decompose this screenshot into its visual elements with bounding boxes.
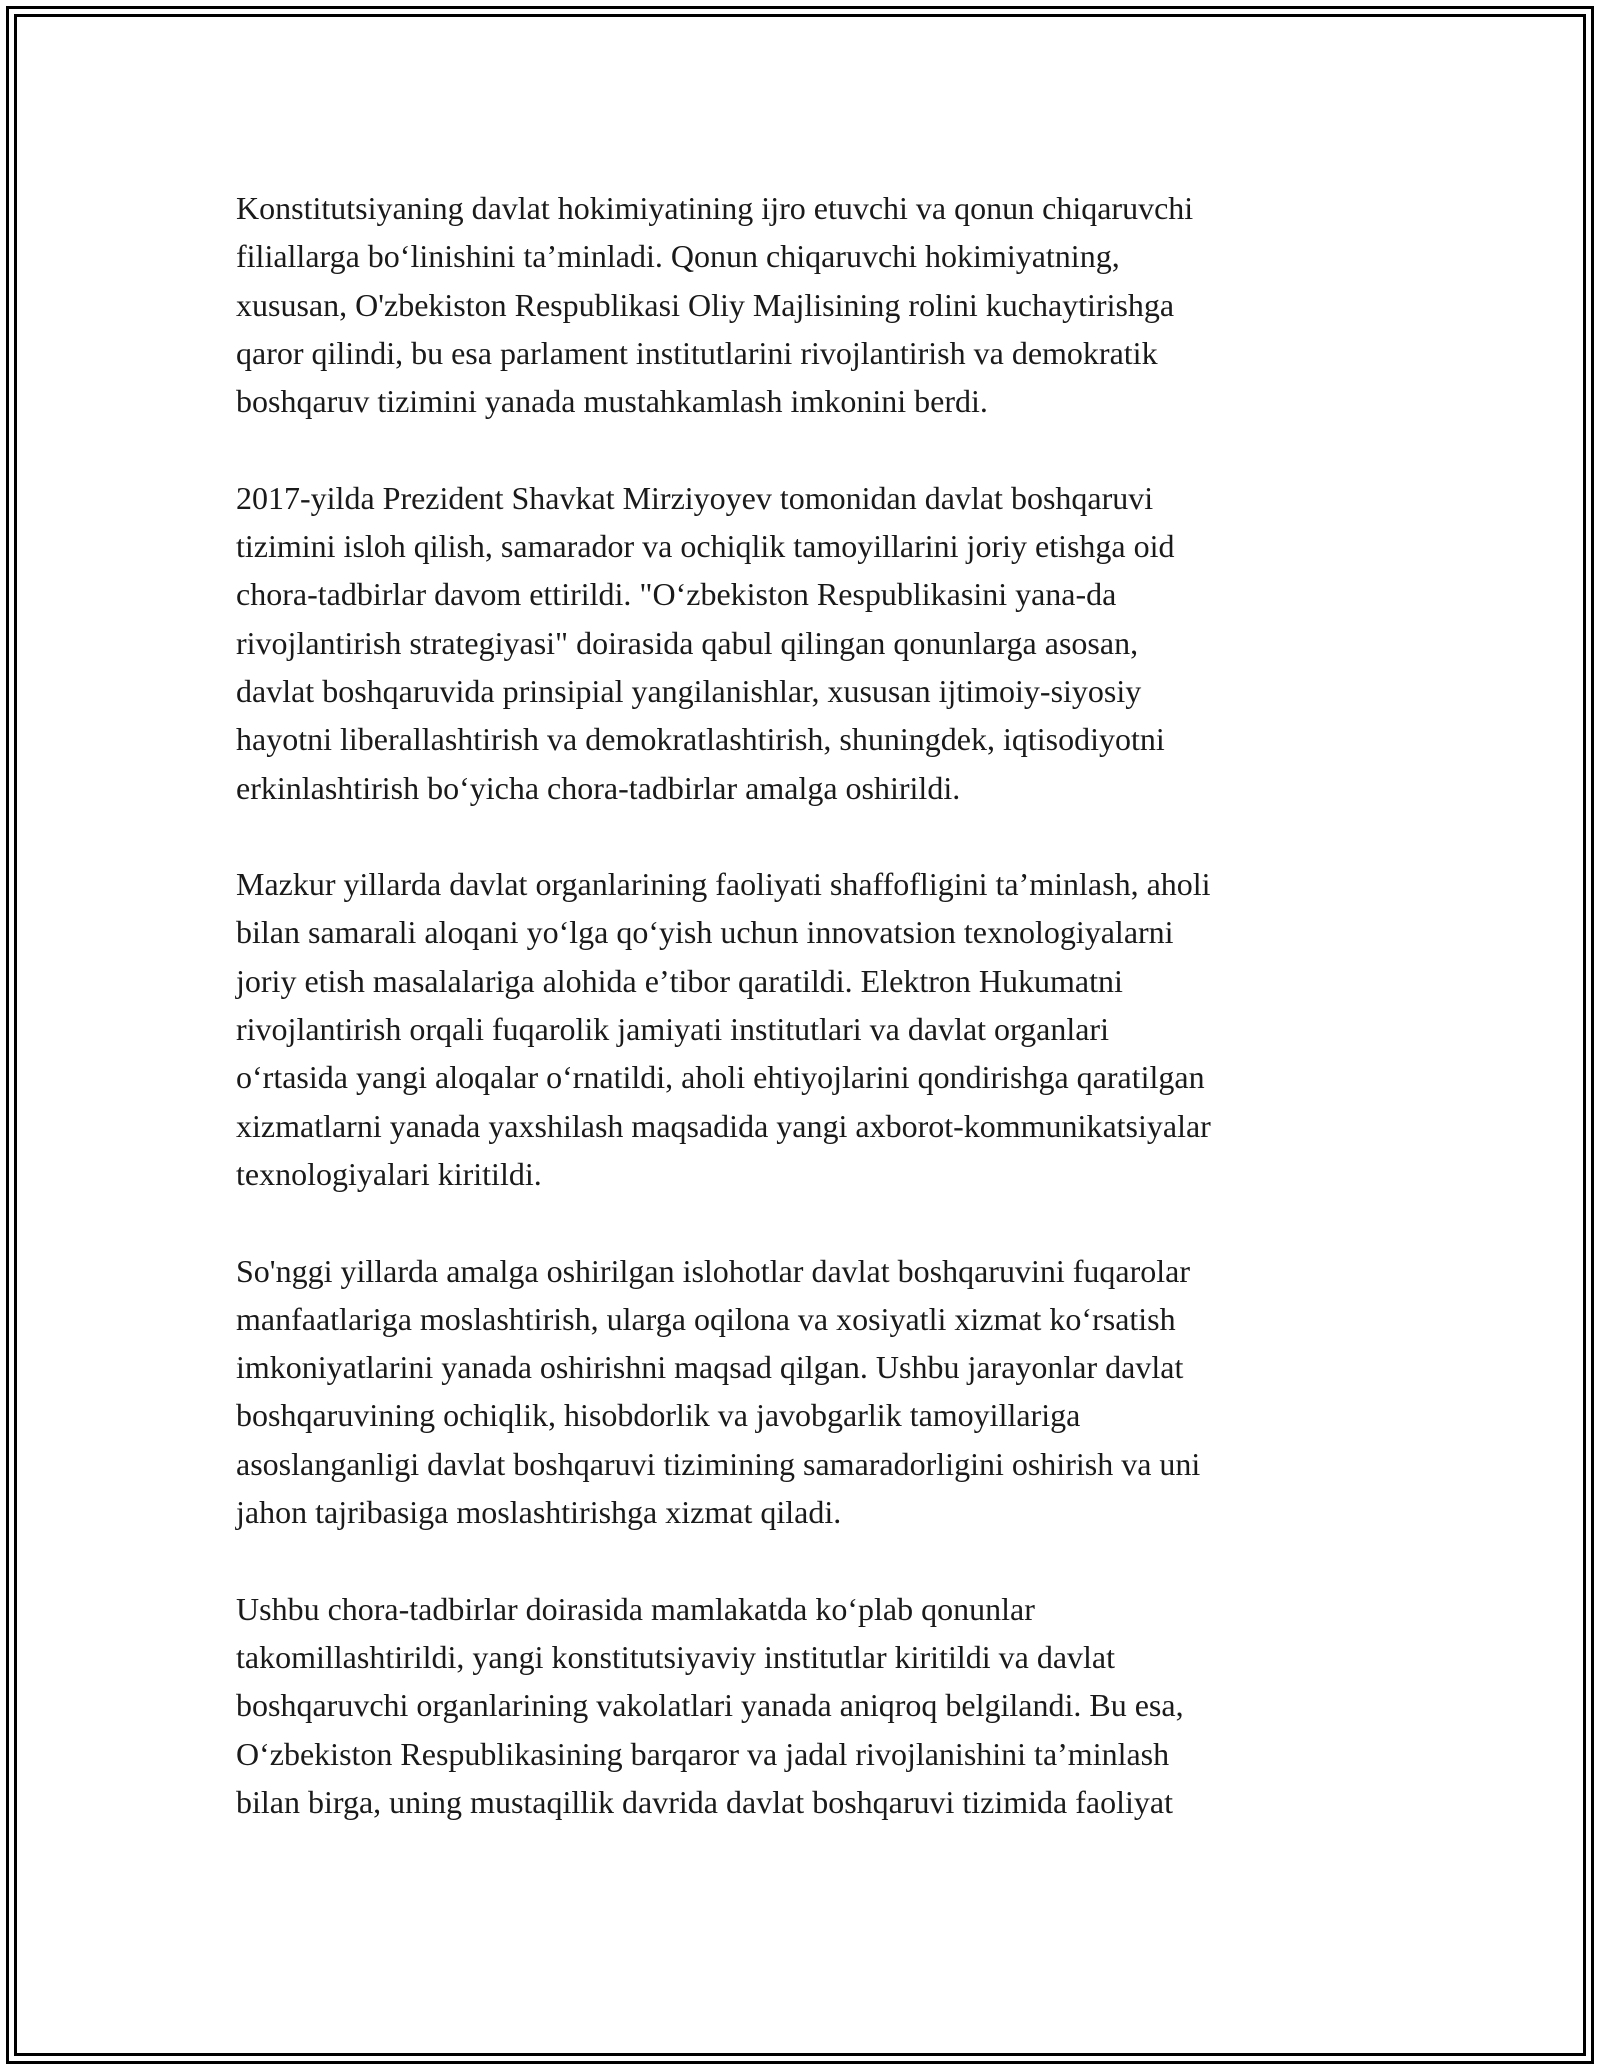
text-line: manfaatlariga moslashtirish, ularga oqilona va xosiyatli xizmat koʻrsatish	[236, 1300, 1176, 1337]
paragraph-2	[236, 474, 1366, 812]
text-line: davlat boshqaruvida prinsipial yangilanishlar, xususan ijtimoiy-siyosiy	[236, 672, 1142, 709]
paragraph-4	[236, 1247, 1366, 1537]
text-line: Oʻzbekiston Respublikasining barqaror va jadal rivojlanishini taʼminlash	[236, 1735, 1170, 1772]
text-line: imkoniyatlarini yanada oshirishni maqsad qilgan. Ushbu jarayonlar davlat	[236, 1349, 1184, 1386]
paragraph-5	[236, 1585, 1366, 1826]
paragraph-3	[236, 860, 1366, 1198]
text-line: boshqaruv tizimini yanada mustahkamlash imkonini berdi.	[236, 383, 988, 420]
text-line: filiallarga boʻlinishini taʼminladi. Qonun chiqaruvchi hokimiyatning,	[236, 238, 1120, 275]
text-line: boshqaruvchi organlarining vakolatlari yanada aniqroq belgilandi. Bu esa,	[236, 1687, 1184, 1724]
text-line: bilan birga, uning mustaqillik davrida davlat boshqaruvi tizimida faoliyat	[236, 1783, 1173, 1820]
text-line: xizmatlarni yanada yaxshilash maqsadida yangi axborot-kommunikatsiyalar	[236, 1107, 1211, 1144]
text-line: oʻrtasida yangi aloqalar oʻrnatildi, aholi ehtiyojlarini qondirishga qaratilgan	[236, 1059, 1205, 1096]
text-line: Konstitutsiyaning davlat hokimiyatining ijro etuvchi va qonun chiqaruvchi	[236, 190, 1194, 226]
text-line: asoslanganligi davlat boshqaruvi tizimining samaradorligini oshirish va uni	[236, 1445, 1201, 1482]
text-line: boshqaruvining ochiqlik, hisobdorlik va javobgarlik tamoyillariga	[236, 1397, 1081, 1434]
text-line: jahon tajribasiga moslashtirishga xizmat qiladi.	[236, 1494, 842, 1531]
document-body	[236, 184, 1366, 1874]
text-line: rivojlantirish strategiyasi" doirasida qabul qilingan qonunlarga asosan,	[236, 624, 1139, 661]
text-line: tizimini isloh qilish, samarador va ochiqlik tamoyillarini joriy etishga oid	[236, 528, 1175, 565]
text-line: texnologiyalari kiritildi.	[236, 1155, 542, 1192]
text-line: bilan samarali aloqani yoʻlga qoʻyish uchun innovatsion texnologiyalarni	[236, 914, 1174, 951]
text-line: So'nggi yillarda amalga oshirilgan islohotlar davlat boshqaruvini fuqarolar	[236, 1252, 1190, 1289]
text-line: hayotni liberallashtirish va demokratlashtirish, shuningdek, iqtisodiyotni	[236, 721, 1165, 758]
text-line: xususan, O'zbekiston Respublikasi Oliy Majlisining rolini kuchaytirishga	[236, 286, 1175, 323]
paragraph-1	[236, 184, 1366, 425]
text-line: takomillashtirildi, yangi konstitutsiyaviy institutlar kiritildi va davlat	[236, 1638, 1116, 1675]
text-line: rivojlantirish orqali fuqarolik jamiyati institutlari va davlat organlari	[236, 1011, 1109, 1048]
text-line: qaror qilindi, bu esa parlament institutlarini rivojlantirish va demokratik	[236, 334, 1158, 371]
text-line: 2017-yilda Prezident Shavkat Mirziyoyev tomonidan davlat boshqaruvi	[236, 479, 1154, 516]
text-line: joriy etish masalalariga alohida eʼtibor qaratildi. Elektron Hukumatni	[236, 962, 1123, 999]
text-line: Ushbu chora-tadbirlar doirasida mamlakatda koʻplab qonunlar	[236, 1590, 1035, 1627]
text-line: Mazkur yillarda davlat organlarining faoliyati shaffofligini taʼminlash, aholi	[236, 866, 1211, 903]
text-line: erkinlashtirish boʻyicha chora-tadbirlar amalga oshirildi.	[236, 769, 961, 806]
text-line: chora-tadbirlar davom ettirildi. "Oʻzbekiston Respublikasini yana-da	[236, 576, 1117, 613]
